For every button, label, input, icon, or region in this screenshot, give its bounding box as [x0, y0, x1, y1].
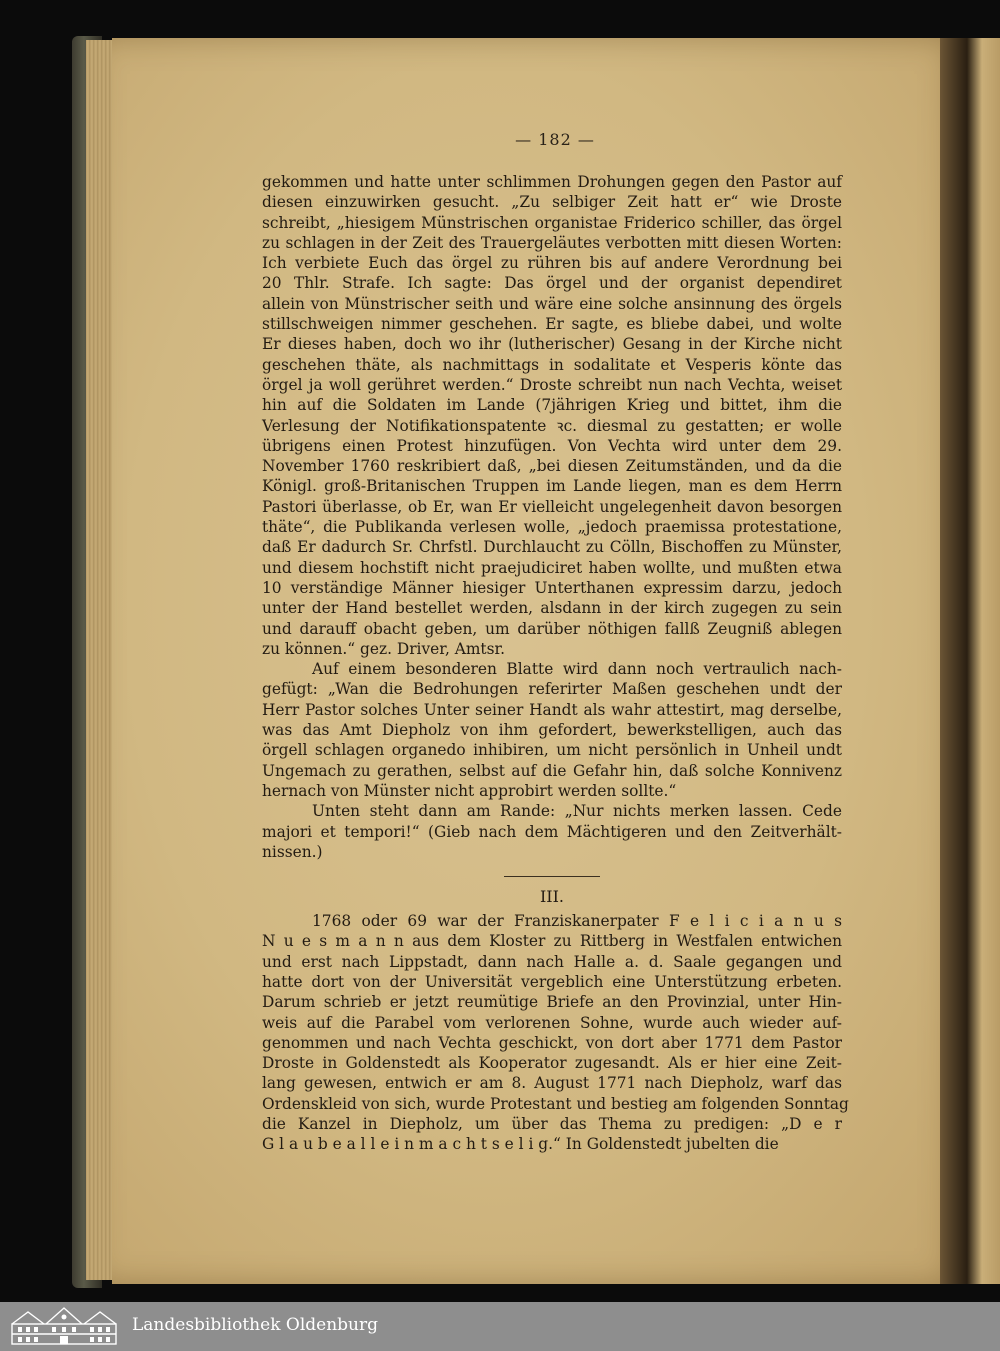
- text-line: 20 Thlr. Strafe. Ich sagte: Das örgel und der organist dependiret: [262, 274, 842, 293]
- text-line: lang gewesen, entwich er am 8. August 1771 nach Diepholz, warf das: [262, 1074, 842, 1093]
- paragraph-2: [262, 659, 842, 801]
- library-name: Landesbibliothek Oldenburg: [132, 1315, 379, 1335]
- text-line: und diesem hochstift nicht praejudiciret haben wollte, und mußten etwa: [262, 558, 842, 577]
- page-number: — 182 —: [515, 130, 595, 149]
- text-line: hin auf die Soldaten im Lande (7jährigen Krieg und bittet, ihm die: [262, 396, 842, 415]
- text-line: weis auf die Parabel vom verlorenen Sohne, wurde auch wieder auf-: [262, 1013, 842, 1032]
- text-line: Er dieses haben, doch wo ihr (lutherischer) Gesang in der Kirche nicht: [262, 335, 842, 354]
- text-line: November 1760 reskribiert daß, „bei diesen Zeitumständen, und da die: [262, 457, 842, 476]
- paragraph-1: [262, 172, 842, 659]
- section-divider: [504, 876, 600, 877]
- text-line: Droste in Goldenstedt als Kooperator zugesandt. Als er hier eine Zeit-: [262, 1054, 842, 1073]
- text-line: Ich verbiete Euch das örgel zu rühren bis auf andere Verordnung bei: [262, 254, 842, 273]
- text-line: örgel ja woll gerühret werden.“ Droste schreibt nun nach Vechta, weiset: [262, 375, 842, 394]
- text-line: übrigens einen Protest hinzufügen. Von Vechta wird unter dem 29.: [262, 436, 842, 455]
- section-heading: III.: [539, 887, 565, 907]
- paragraph-3: [262, 801, 842, 862]
- text-line: daß Er dadurch Sr. Chrfstl. Durchlaucht zu Cölln, Bischoffen zu Münster,: [262, 538, 842, 557]
- text-line: und erst nach Lippstadt, dann nach Halle a. d. Saale gegangen und: [262, 952, 842, 971]
- text-line: zu können.“ gez. Driver, Amtsr.: [262, 639, 506, 658]
- text-line: stillschweigen nimmer geschehen. Er sagte, es bliebe dabei, und wolte: [262, 315, 842, 334]
- book-gutter: [940, 38, 1000, 1284]
- text-line: Pastori überlasse, ob Er, wan Er vielleicht ungelegenheit davon besorgen: [262, 497, 842, 516]
- text-line: N u e s m a n n aus dem Kloster zu Rittberg in Westfalen entwichen: [262, 932, 842, 951]
- text-line: 1768 oder 69 war der Franziskanerpater F e l i c i a n u s: [312, 912, 842, 931]
- text-line: die Kanzel in Diepholz, um über das Thema zu predigen: „D e r: [262, 1115, 842, 1134]
- text-line: diesen einzuwirken gesucht. „Zu selbiger Zeit hatt er“ wie Droste: [262, 193, 842, 212]
- library-building-logo-icon: [8, 1306, 120, 1346]
- page-text: [262, 172, 849, 1155]
- text-line: zu schlagen in der Zeit des Trauergeläutes verbotten mitt diesen Worten:: [262, 233, 842, 252]
- text-line: Königl. groß-Britanischen Truppen im Lande liegen, man es dem Herrn: [262, 477, 842, 496]
- text-line: genommen und nach Vechta geschickt, von dort aber 1771 dem Pastor: [262, 1033, 842, 1052]
- text-line: allein von Münstrischer seith und wäre eine solche ansinnung des örgels: [262, 294, 842, 313]
- text-line: majori et tempori!“ (Gieb nach dem Mächtigeren und den Zeitverhält-: [262, 822, 842, 841]
- text-line: schreibt, „hiesigem Münstrischen organistae Friderico schiller, das örgel: [262, 213, 842, 232]
- text-line: hernach von Münster nicht approbirt werden sollte.“: [262, 781, 677, 800]
- text-line: Darum schrieb er jetzt reumütige Briefe an den Provinzial, unter Hin-: [262, 993, 842, 1012]
- text-line: Verlesung der Notifikationspatente ꝛc. diesmal zu gestatten; er wolle: [262, 416, 842, 435]
- footer-bar: [0, 1302, 1000, 1351]
- text-line: Unten steht dann am Rande: „Nur nichts merken lassen. Cede: [312, 802, 842, 821]
- text-line: Auf einem besonderen Blatte wird dann noch vertraulich nach-: [312, 660, 842, 679]
- text-line: örgell schlagen organedo inhibiren, um nicht persönlich in Unheil undt: [262, 741, 842, 760]
- text-line: gekommen und hatte unter schlimmen Drohungen gegen den Pastor auf: [262, 173, 842, 191]
- text-line: thäte“, die Publikanda verlesen wolle, „jedoch praemissa protestatione,: [262, 518, 842, 537]
- text-line: Ordenskleid von sich, wurde Protestant und bestieg am folgenden Sonntag: [262, 1094, 849, 1113]
- text-line: und darauff obacht geben, um darüber nöthigen fallß Zeugniß ablegen: [262, 619, 842, 638]
- text-line: Herr Pastor solches Unter seiner Handt als wahr attestirt, mag derselbe,: [262, 700, 842, 719]
- text-line: was das Amt Diepholz von ihm gefordert, bewerkstelligen, auch das: [262, 721, 842, 740]
- paragraph-4: [262, 911, 849, 1155]
- text-line: unter der Hand bestellet werden, alsdann in der kirch zugegen zu sein: [262, 599, 842, 618]
- text-line: G l a u b e a l l e i n m a c h t s e l i g.“ In Goldenstedt jubelten die: [262, 1135, 779, 1154]
- text-line: geschehen thäte, als nachmittags in sodalitate et Vesperis könte das: [262, 355, 842, 374]
- text-line: nissen.): [262, 842, 323, 861]
- text-line: Ungemach zu gerathen, selbst auf die Gefahr hin, daß solche Konnivenz: [262, 761, 842, 780]
- text-line: 10 verständige Männer hiesiger Unterthanen expressim darzu, jedoch: [262, 578, 842, 597]
- text-line: gefügt: „Wan die Bedrohungen referirter Maßen geschehen undt der: [262, 680, 842, 699]
- text-line: hatte dort von der Universität vergeblich eine Unterstützung erbeten.: [262, 972, 842, 991]
